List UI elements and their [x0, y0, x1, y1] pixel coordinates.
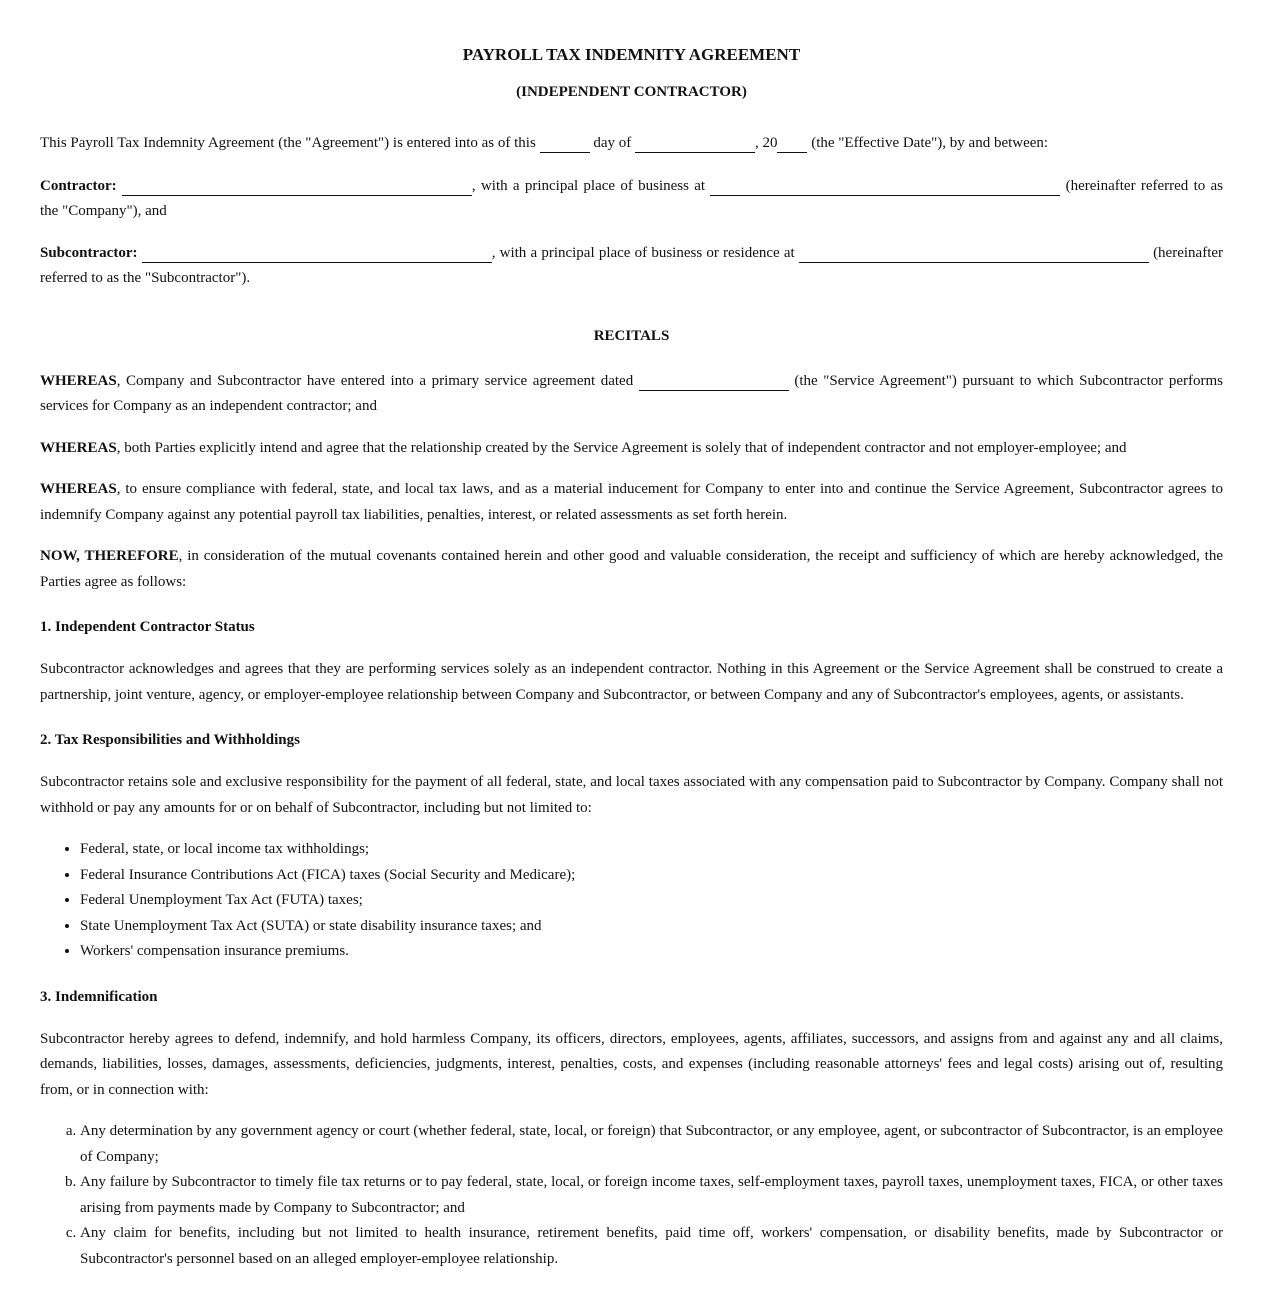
intro-text-4: (the "Effective Date"), by and between:	[811, 135, 1049, 151]
whereas-label: WHEREAS	[40, 481, 117, 497]
year-blank[interactable]	[777, 136, 807, 153]
contractor-name-blank[interactable]	[122, 179, 472, 196]
list-item: a. Any determination by any government agency or court (whether federal, state, local, or foreign) that Subcontractor, or any employee, agent, or subcontractor of Subcontractor, is an employee of Company;	[80, 1119, 1223, 1170]
document-title: PAYROLL TAX INDEMNITY AGREEMENT	[462, 45, 801, 64]
whereas-1	[40, 369, 1223, 420]
section-1-heading: 1. Independent Contractor Status	[40, 619, 255, 635]
list-item: • Workers' compensation insurance premiums.	[80, 939, 1223, 965]
month-blank[interactable]	[635, 136, 755, 153]
subcontractor-label: Subcontractor:	[40, 244, 138, 261]
whereas-label: WHEREAS	[40, 372, 117, 389]
subcontractor-name-blank[interactable]	[142, 246, 492, 263]
contractor-address-blank[interactable]	[710, 179, 1060, 196]
whereas-1-text-1: , Company and Subcontractor have entered into a primary service agreement dated	[116, 372, 634, 389]
section-1-text: Subcontractor acknowledges and agrees that they are performing services solely as an independent contractor. Nothing in this Agreement or the Service Agreement shall be construed to create a partnership, joint venture, agency, or employer-employee relationship between Company and Subcontractor, or between Company and any of Subcontractor's employees, agents, or assistants.	[40, 661, 1223, 703]
service-agreement-date-blank[interactable]	[639, 374, 789, 391]
section-3-heading: 3. Indemnification	[40, 988, 158, 1005]
subcontractor-text-2: (hereinafter referred to as the "Subcontractor").	[40, 244, 1224, 286]
list-item: • State Unemployment Tax Act (SUTA) or state disability insurance taxes; and	[80, 914, 1223, 940]
day-blank[interactable]	[540, 136, 590, 153]
now-therefore-paragraph	[40, 544, 1223, 595]
whereas-3	[40, 477, 1223, 528]
contractor-text-1: , with a principal place of business at	[471, 177, 706, 194]
subcontractor-text-1: , with a principal place of business or residence at	[491, 244, 795, 261]
list-item: • Federal Unemployment Tax Act (FUTA) taxes;	[80, 888, 1223, 914]
intro-text-3: , 20	[754, 135, 778, 151]
intro-text-1: This Payroll Tax Indemnity Agreement (the "Agreement") is entered into as of this	[40, 135, 536, 151]
list-item: • Federal Insurance Contributions Act (FICA) taxes (Social Security and Medicare);	[80, 863, 1223, 889]
contractor-paragraph	[40, 174, 1223, 225]
recitals-heading: RECITALS	[593, 327, 670, 344]
whereas-label: WHEREAS	[40, 439, 117, 456]
tax-items-list	[40, 837, 1223, 965]
section-3-text: Subcontractor hereby agrees to defend, indemnify, and hold harmless Company, its officers, directors, employees, agents, affiliates, successors, and assigns from and against any and all claims, demands, liabilities, losses, damages, assessments, deficiencies, judgments, interest, penalties, costs, and expenses (including reasonable attorneys' fees and legal costs) arising out of, resulting from, or in connection with:	[40, 1030, 1223, 1098]
whereas-2-text: , both Parties explicitly intend and agree that the relationship created by the Service Agreement is solely that of independent contractor and not employer-employee; and	[116, 439, 1127, 456]
now-therefore-label: NOW, THEREFORE	[40, 548, 179, 564]
intro-text-2: day of	[593, 135, 632, 151]
section-2-heading: 2. Tax Responsibilities and Withholdings	[40, 732, 300, 748]
whereas-3-text: , to ensure compliance with federal, state, and local tax laws, and as a material inducement for Company to enter into and continue the Service Agreement, Subcontractor agrees to indemnify Company against any potential payroll tax liabilities, penalties, interest, or related assessments as set forth herein.	[40, 481, 1223, 523]
list-item: b. Any failure by Subcontractor to timely file tax returns or to pay federal, state, local, or foreign income taxes, self-employment taxes, payroll taxes, unemployment taxes, FICA, or other taxes arising from payments made by Company to Subcontractor; and	[80, 1170, 1223, 1221]
subcontractor-address-blank[interactable]	[799, 246, 1149, 263]
contractor-label: Contractor:	[40, 177, 117, 194]
list-item: • Federal, state, or local income tax withholdings;	[80, 837, 1223, 863]
list-item: c. Any claim for benefits, including but not limited to health insurance, retirement benefits, paid time off, workers' compensation, or disability benefits, made by Subcontractor or Subcontractor's personnel based on an alleged employer-employee relationship.	[80, 1221, 1223, 1272]
contractor-text-2: (hereinafter referred to as the "Company"), and	[40, 177, 1224, 219]
document-subtitle: (INDEPENDENT CONTRACTOR)	[516, 84, 747, 100]
subcontractor-paragraph	[40, 241, 1223, 292]
whereas-1-text-2: (the "Service Agreement") pursuant to which Subcontractor performs services for Company as an independent contractor; and	[40, 372, 1224, 414]
now-therefore-text: , in consideration of the mutual covenants contained herein and other good and valuable consideration, the receipt and sufficiency of which are hereby acknowledged, the Parties agree as follows:	[40, 548, 1223, 590]
whereas-2	[40, 436, 1223, 462]
indemnification-list	[40, 1119, 1223, 1272]
section-2-text: Subcontractor retains sole and exclusive responsibility for the payment of all federal, state, and local taxes associated with any compensation paid to Subcontractor by Company. Company shall not withhold or pay any amounts for or on behalf of Subcontractor, including but not limited to:	[40, 774, 1223, 816]
intro-paragraph	[40, 131, 1223, 157]
